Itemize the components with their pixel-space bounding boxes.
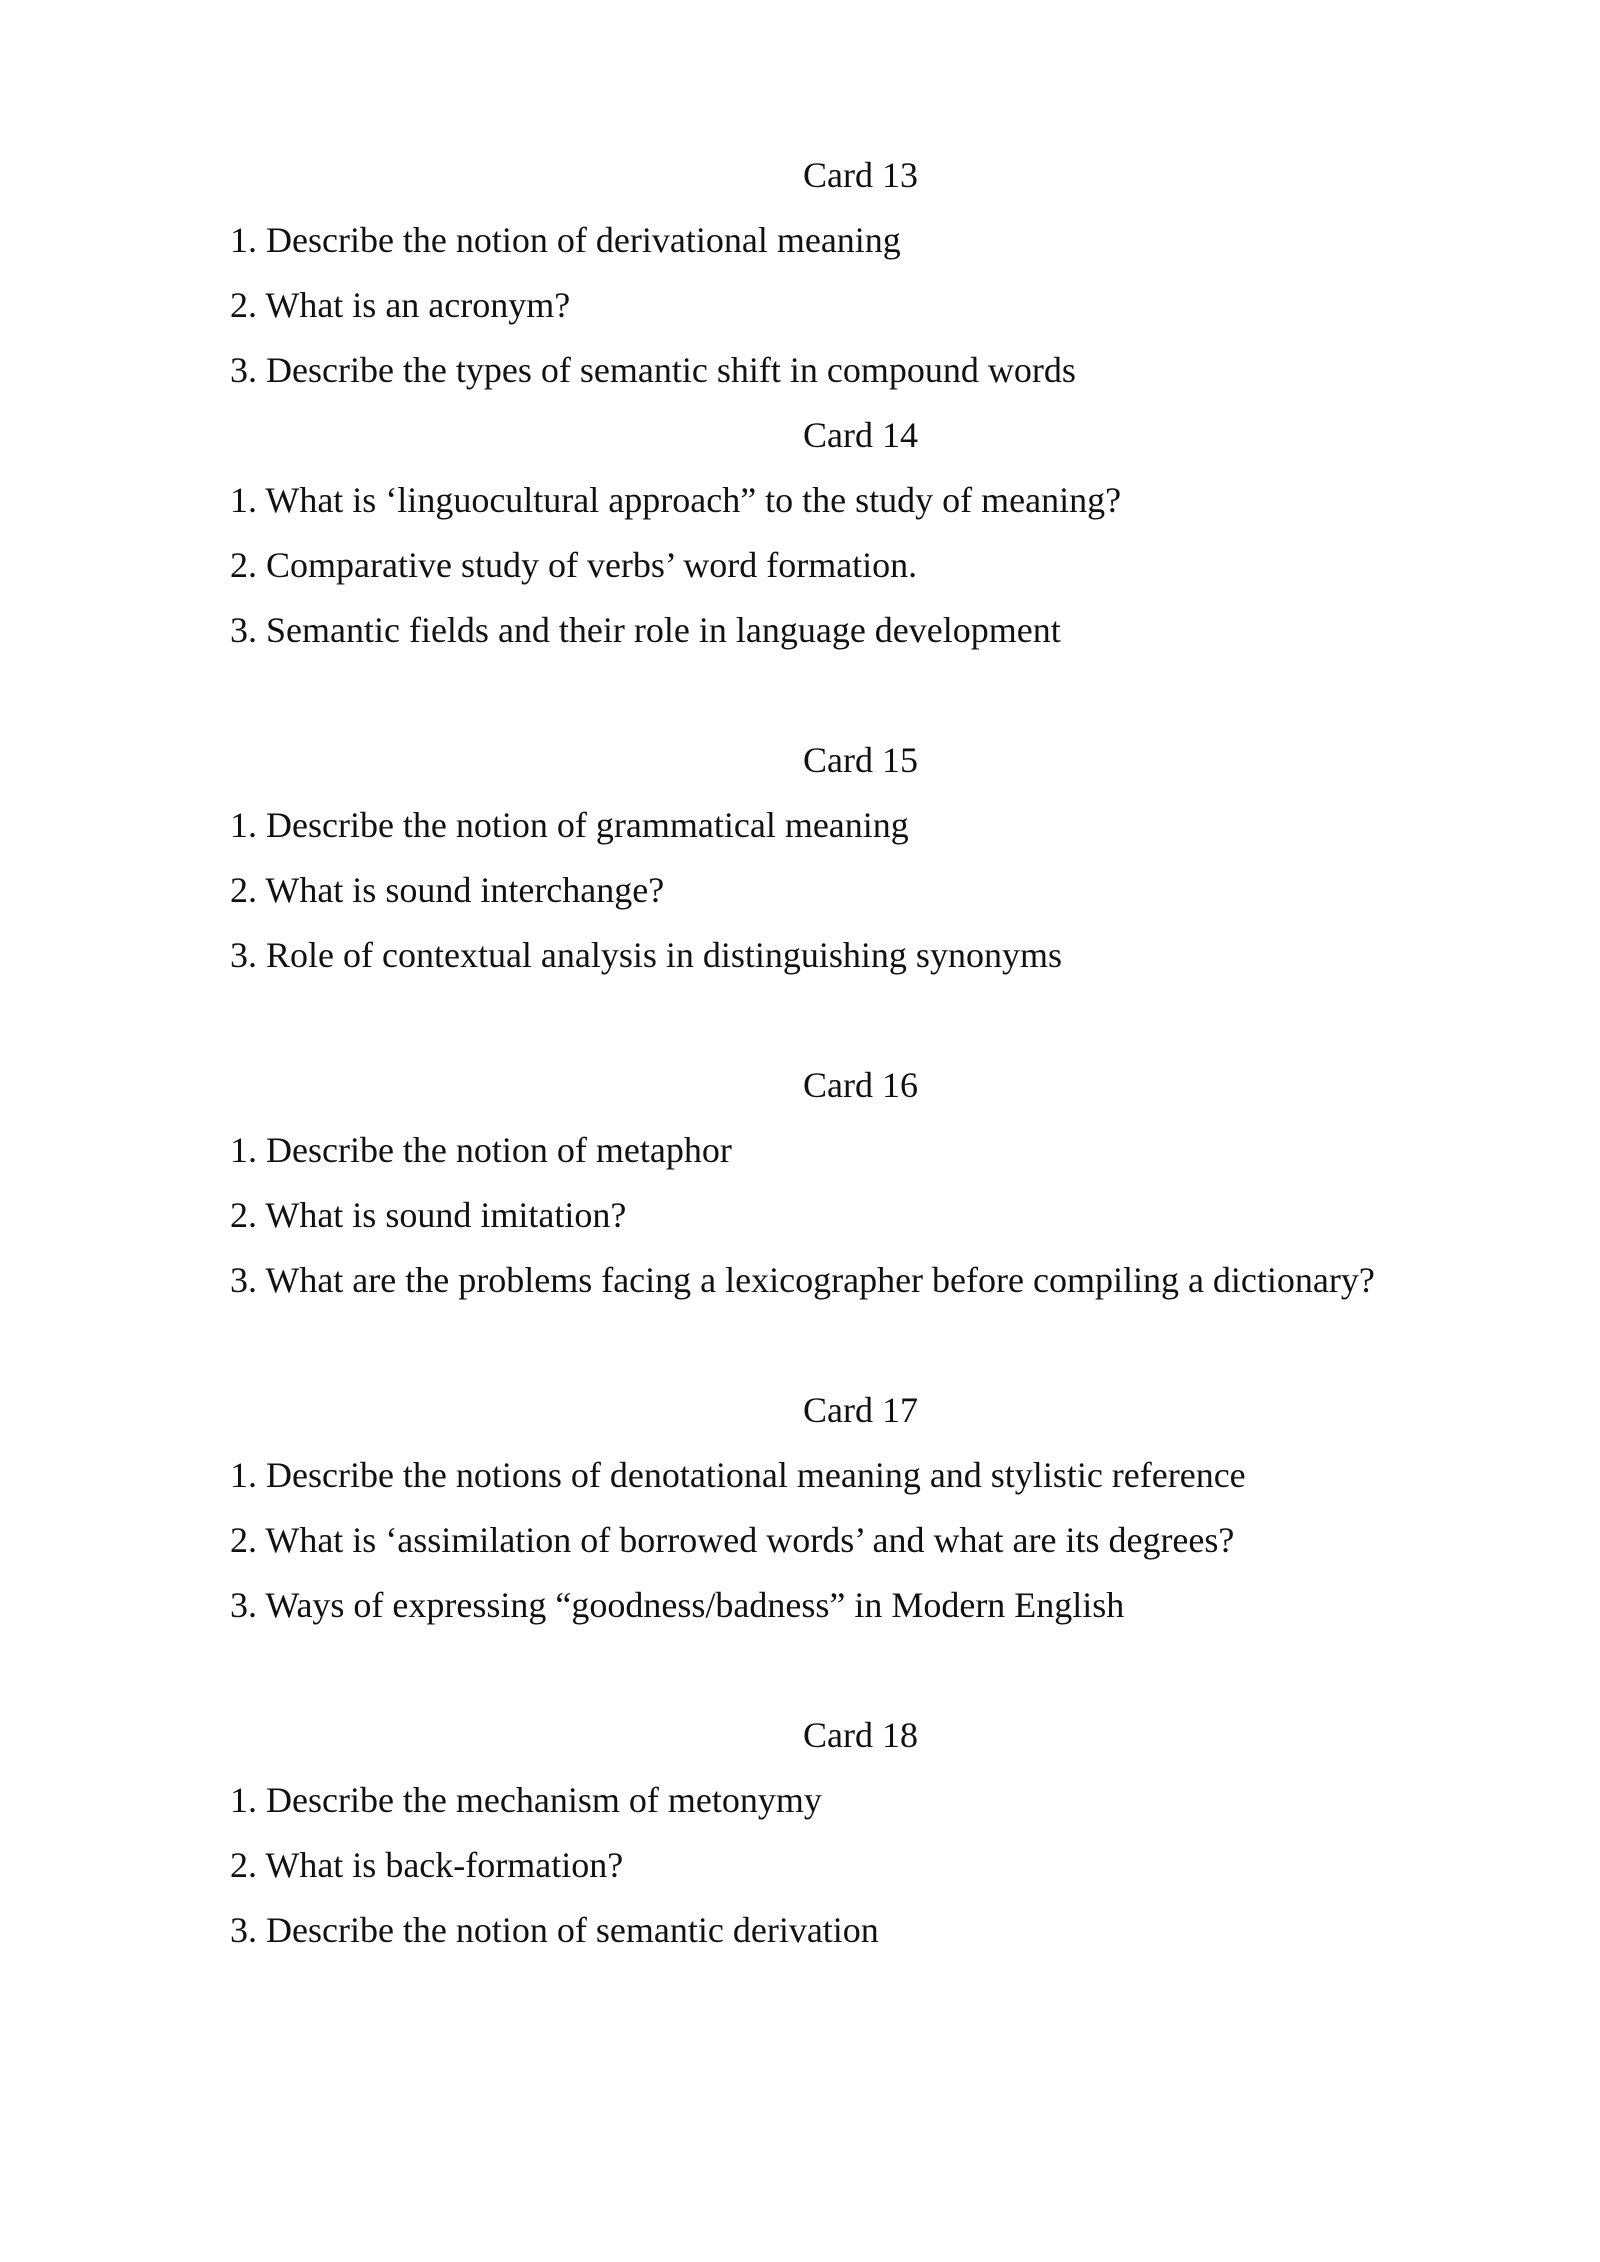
question-1: 1. Describe the notion of derivational meaning — [230, 220, 901, 260]
question-3: 3. Describe the types of semantic shift in compound words — [230, 350, 1076, 390]
card-title: Card 14 — [803, 415, 918, 455]
question-1: 1. What is ‘linguocultural approach” to the study of meaning? — [230, 480, 1122, 520]
question-3: 3. Ways of expressing “goodness/badness” in Modern English — [230, 1585, 1125, 1625]
question-2: 2. Comparative study of verbs’ word formation. — [230, 545, 918, 585]
question-3: 3. Describe the notion of semantic derivation — [230, 1910, 879, 1950]
question-1: 1. Describe the notion of metaphor — [230, 1130, 732, 1170]
question-3: 3. What are the problems facing a lexicographer before compiling a dictionary? — [230, 1260, 1375, 1300]
card-title: Card 18 — [803, 1715, 918, 1755]
question-1: 1. Describe the notion of grammatical meaning — [230, 805, 909, 845]
question-2: 2. What is sound interchange? — [230, 870, 665, 910]
question-1: 1. Describe the notions of denotational meaning and stylistic reference — [230, 1455, 1246, 1495]
card-title: Card 16 — [803, 1065, 918, 1105]
question-1: 1. Describe the mechanism of metonymy — [230, 1780, 822, 1820]
card-title: Card 17 — [803, 1390, 918, 1430]
question-2: 2. What is an acronym? — [230, 285, 571, 325]
question-2: 2. What is sound imitation? — [230, 1195, 627, 1235]
card-title: Card 13 — [803, 155, 918, 195]
question-3: 3. Role of contextual analysis in distinguishing synonyms — [230, 935, 1062, 975]
question-2: 2. What is back-formation? — [230, 1845, 624, 1885]
card-title: Card 15 — [803, 740, 918, 780]
question-2: 2. What is ‘assimilation of borrowed words’ and what are its degrees? — [230, 1520, 1235, 1560]
question-3: 3. Semantic fields and their role in language development — [230, 610, 1061, 650]
